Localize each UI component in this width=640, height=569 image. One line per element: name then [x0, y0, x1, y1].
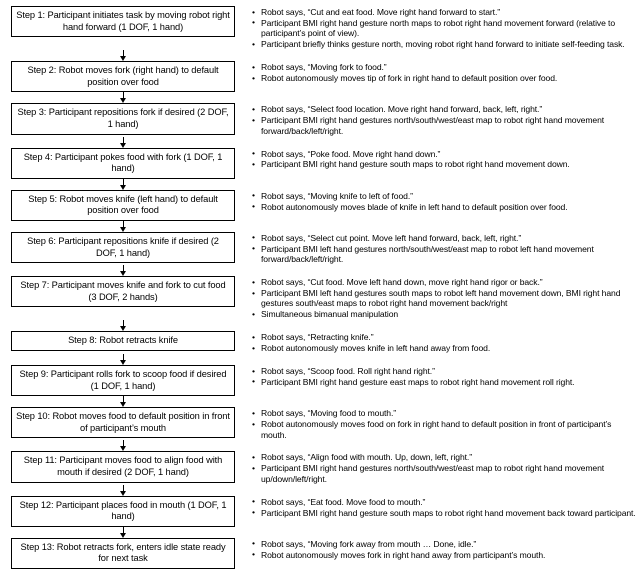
step-column-4 — [4, 148, 242, 179]
step-box-3: Step 3: Participant repositions fork if desired (2 DOF, 1 hand) — [11, 103, 235, 134]
connector-spacer-4 — [242, 179, 636, 180]
step-column-2 — [4, 61, 242, 92]
step-column-1 — [4, 6, 242, 37]
step-box-8: Step 8: Robot retracts knife — [11, 331, 235, 351]
connector-row-9 — [4, 396, 636, 407]
arrow-down-icon — [118, 92, 128, 103]
note-item: • Participant BMI right hand gesture east maps to robot right hand movement roll right. — [252, 377, 636, 387]
connector-column-2 — [4, 92, 242, 103]
note-item: • Robot autonomously moves tip of fork in right hand to default position over food. — [252, 73, 636, 83]
step-column-5 — [4, 190, 242, 221]
note-item: • Robot says, “Moving food to mouth.” — [252, 408, 636, 418]
note-item: • Participant BMI right hand gestures north/south/west/east map to robot right hand movement up/down/left/right. — [252, 463, 636, 484]
step-column-12 — [4, 496, 242, 527]
connector-column-10 — [4, 440, 242, 451]
note-item: • Robot says, “Select food location. Move right hand forward, back, left, right.” — [252, 104, 636, 114]
step-notes-12 — [242, 496, 636, 519]
flow-row-5 — [4, 190, 636, 221]
flow-row-13 — [4, 538, 636, 569]
connector-column-7 — [4, 320, 242, 331]
connector-row-8 — [4, 354, 636, 365]
arrow-down-icon — [118, 137, 128, 148]
step-notes-5 — [242, 190, 636, 213]
connector-row-1 — [4, 50, 636, 61]
step-notes-7 — [242, 276, 636, 320]
connector-column-11 — [4, 485, 242, 496]
flow-row-1 — [4, 6, 636, 50]
connector-column-8 — [4, 354, 242, 365]
arrow-down-icon — [118, 320, 128, 331]
connector-row-7 — [4, 320, 636, 331]
connector-row-6 — [4, 265, 636, 276]
step-column-13 — [4, 538, 242, 569]
connector-row-2 — [4, 92, 636, 103]
note-item: • Robot says, “Eat food. Move food to mouth.” — [252, 497, 636, 507]
note-item: • Robot says, “Cut and eat food. Move right hand forward to start.” — [252, 7, 636, 17]
note-item: • Robot says, “Scoop food. Roll right hand right.” — [252, 366, 636, 376]
note-item: • Robot says, “Cut food. Move left hand down, move right hand rigor or back.” — [252, 277, 636, 287]
flow-row-6 — [4, 232, 636, 265]
connector-spacer-3 — [242, 137, 636, 138]
flow-row-7 — [4, 276, 636, 320]
flow-row-3 — [4, 103, 636, 136]
step-column-10 — [4, 407, 242, 438]
note-item: • Robot autonomously moves knife in left hand away from food. — [252, 343, 636, 353]
arrow-down-icon — [118, 354, 128, 365]
connector-row-10 — [4, 440, 636, 451]
step-column-3 — [4, 103, 242, 134]
step-box-12: Step 12: Participant places food in mouth (1 DOF, 1 hand) — [11, 496, 235, 527]
connector-spacer-7 — [242, 320, 636, 321]
connector-column-4 — [4, 179, 242, 190]
step-column-7 — [4, 276, 242, 307]
flow-row-2 — [4, 61, 636, 92]
note-item: • Robot says, “Retracting knife.” — [252, 332, 636, 342]
connector-column-1 — [4, 50, 242, 61]
note-item: • Robot autonomously moves food on fork in right hand to default position in front of participant’s mouth. — [252, 419, 636, 440]
step-notes-3 — [242, 103, 636, 136]
connector-spacer-8 — [242, 354, 636, 355]
note-item: • Robot says, “Moving knife to left of food.” — [252, 191, 636, 201]
arrow-down-icon — [118, 179, 128, 190]
step-notes-4 — [242, 148, 636, 171]
connector-spacer-10 — [242, 440, 636, 441]
note-item: • Participant BMI left hand gestures north/south/west/east map to robot left hand movement forward/back/left/right. — [252, 244, 636, 265]
note-item: • Participant BMI right hand gesture south maps to robot right hand movement down. — [252, 159, 636, 169]
step-box-11: Step 11: Participant moves food to align food with mouth if desired (2 DOF, 1 hand) — [11, 451, 235, 482]
connector-spacer-2 — [242, 92, 636, 93]
step-box-4: Step 4: Participant pokes food with fork (1 DOF, 1 hand) — [11, 148, 235, 179]
arrow-down-icon — [118, 485, 128, 496]
connector-spacer-11 — [242, 485, 636, 486]
step-box-5: Step 5: Robot moves knife (left hand) to default position over food — [11, 190, 235, 221]
step-notes-6 — [242, 232, 636, 265]
connector-spacer-5 — [242, 221, 636, 222]
flow-row-11 — [4, 451, 636, 484]
connector-column-5 — [4, 221, 242, 232]
step-box-6: Step 6: Participant repositions knife if desired (2 DOF, 1 hand) — [11, 232, 235, 263]
arrow-down-icon — [118, 50, 128, 61]
note-item: • Participant briefly thinks gesture north, moving robot right hand forward to initiate self-feeding task. — [252, 39, 636, 49]
step-notes-13 — [242, 538, 636, 561]
step-box-7: Step 7: Participant moves knife and fork to cut food (3 DOF, 2 hands) — [11, 276, 235, 307]
note-item: • Robot autonomously moves fork in right hand away from participant’s mouth. — [252, 550, 636, 560]
flow-row-12 — [4, 496, 636, 527]
step-notes-2 — [242, 61, 636, 84]
connector-column-6 — [4, 265, 242, 276]
connector-spacer-9 — [242, 396, 636, 397]
step-column-9 — [4, 365, 242, 396]
step-column-6 — [4, 232, 242, 263]
note-item: • Robot says, “Align food with mouth. Up, down, left, right.” — [252, 452, 636, 462]
connector-column-9 — [4, 396, 242, 407]
connector-spacer-6 — [242, 265, 636, 266]
connector-column-3 — [4, 137, 242, 148]
note-item: • Participant BMI left hand gestures south maps to robot left hand movement down, BMI right hand gestures south/east maps to robot right hand movement back/right — [252, 288, 636, 309]
flow-row-9 — [4, 365, 636, 396]
connector-spacer-1 — [242, 50, 636, 51]
note-item: • Participant BMI right hand gesture south maps to robot right hand movement back toward participant. — [252, 508, 636, 518]
connector-row-11 — [4, 485, 636, 496]
connector-spacer-12 — [242, 527, 636, 528]
step-notes-9 — [242, 365, 636, 388]
step-box-10: Step 10: Robot moves food to default position in front of participant’s mouth — [11, 407, 235, 438]
step-box-2: Step 2: Robot moves fork (right hand) to default position over food — [11, 61, 235, 92]
note-item: • Robot autonomously moves blade of knife in left hand to default position over food. — [252, 202, 636, 212]
note-item: • Robot says, “Select cut point. Move left hand forward, back, left, right.” — [252, 233, 636, 243]
connector-row-4 — [4, 179, 636, 190]
flow-row-8 — [4, 331, 636, 354]
step-notes-1 — [242, 6, 636, 50]
step-column-8 — [4, 331, 242, 351]
step-notes-10 — [242, 407, 636, 440]
arrow-down-icon — [118, 396, 128, 407]
note-item: • Robot says, “Moving fork to food.” — [252, 62, 636, 72]
note-item: • Simultaneous bimanual manipulation — [252, 309, 636, 319]
note-item: • Participant BMI right hand gestures north/south/west/east map to robot right hand movement forward/back/left/right. — [252, 115, 636, 136]
step-notes-11 — [242, 451, 636, 484]
step-box-13: Step 13: Robot retracts fork, enters idle state ready for next task — [11, 538, 235, 569]
arrow-down-icon — [118, 221, 128, 232]
step-column-11 — [4, 451, 242, 482]
note-item: • Participant BMI right hand gesture north maps to robot right hand movement forward (relative to participant’s point of view). — [252, 18, 636, 39]
step-notes-8 — [242, 331, 636, 354]
flow-row-4 — [4, 148, 636, 179]
step-box-9: Step 9: Participant rolls fork to scoop food if desired (1 DOF, 1 hand) — [11, 365, 235, 396]
arrow-down-icon — [118, 265, 128, 276]
connector-row-3 — [4, 137, 636, 148]
flow-row-10 — [4, 407, 636, 440]
arrow-down-icon — [118, 440, 128, 451]
note-item: • Robot says, “Moving fork away from mouth … Done, idle.” — [252, 539, 636, 549]
step-box-1: Step 1: Participant initiates task by moving robot right hand forward (1 DOF, 1 hand) — [11, 6, 235, 37]
connector-row-5 — [4, 221, 636, 232]
note-item: • Robot says, “Poke food. Move right hand down.” — [252, 149, 636, 159]
